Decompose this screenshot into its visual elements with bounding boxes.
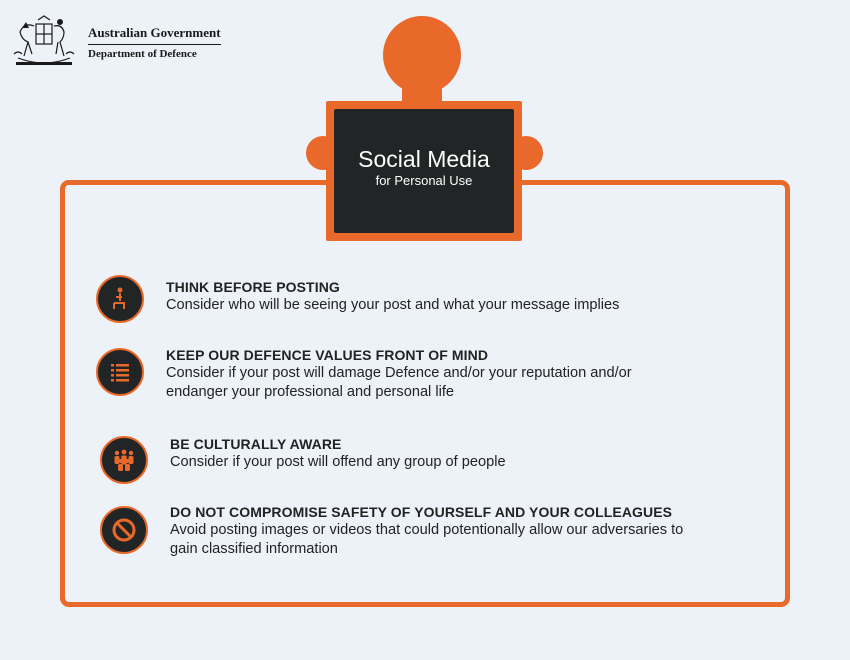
item-description-line-2: endanger your professional and personal life <box>166 384 455 400</box>
list-item <box>96 275 619 323</box>
sign-board <box>326 101 522 241</box>
thinking-person-icon <box>96 275 144 323</box>
item-description-line-1: Avoid posting images or videos that could potentionally allow our adversaries to <box>170 522 684 538</box>
item-description: Consider if your post will offend any group of people <box>170 454 506 470</box>
australian-government-logo <box>8 14 221 70</box>
sign-title: Social Media <box>358 145 490 172</box>
group-of-people-icon <box>100 436 148 484</box>
coat-of-arms-icon <box>8 14 80 70</box>
department-name: Department of Defence <box>88 47 197 60</box>
item-title: BE CULTURALLY AWARE <box>170 436 342 452</box>
sign-subtitle: for Personal Use <box>375 172 473 188</box>
logo-text <box>88 25 221 60</box>
item-description-line-1: Consider if your post will damage Defence and/or your reputation and/or <box>166 365 632 381</box>
figure-head <box>383 16 461 94</box>
item-description: Consider who will be seeing your post and what your message implies <box>166 297 620 313</box>
list-item <box>100 436 506 484</box>
list-icon <box>96 348 144 396</box>
item-title: THINK BEFORE POSTING <box>166 279 340 295</box>
item-description-line-2: gain classified information <box>170 541 338 557</box>
prohibited-icon <box>100 506 148 554</box>
government-name: Australian Government <box>88 25 221 45</box>
item-title: KEEP OUR DEFENCE VALUES FRONT OF MIND <box>166 347 489 363</box>
list-item <box>96 348 632 402</box>
list-item <box>100 506 683 559</box>
item-title: DO NOT COMPROMISE SAFETY OF YOURSELF AND YOUR COLLEAGUES <box>170 504 673 520</box>
sign-board-screen <box>334 109 514 233</box>
